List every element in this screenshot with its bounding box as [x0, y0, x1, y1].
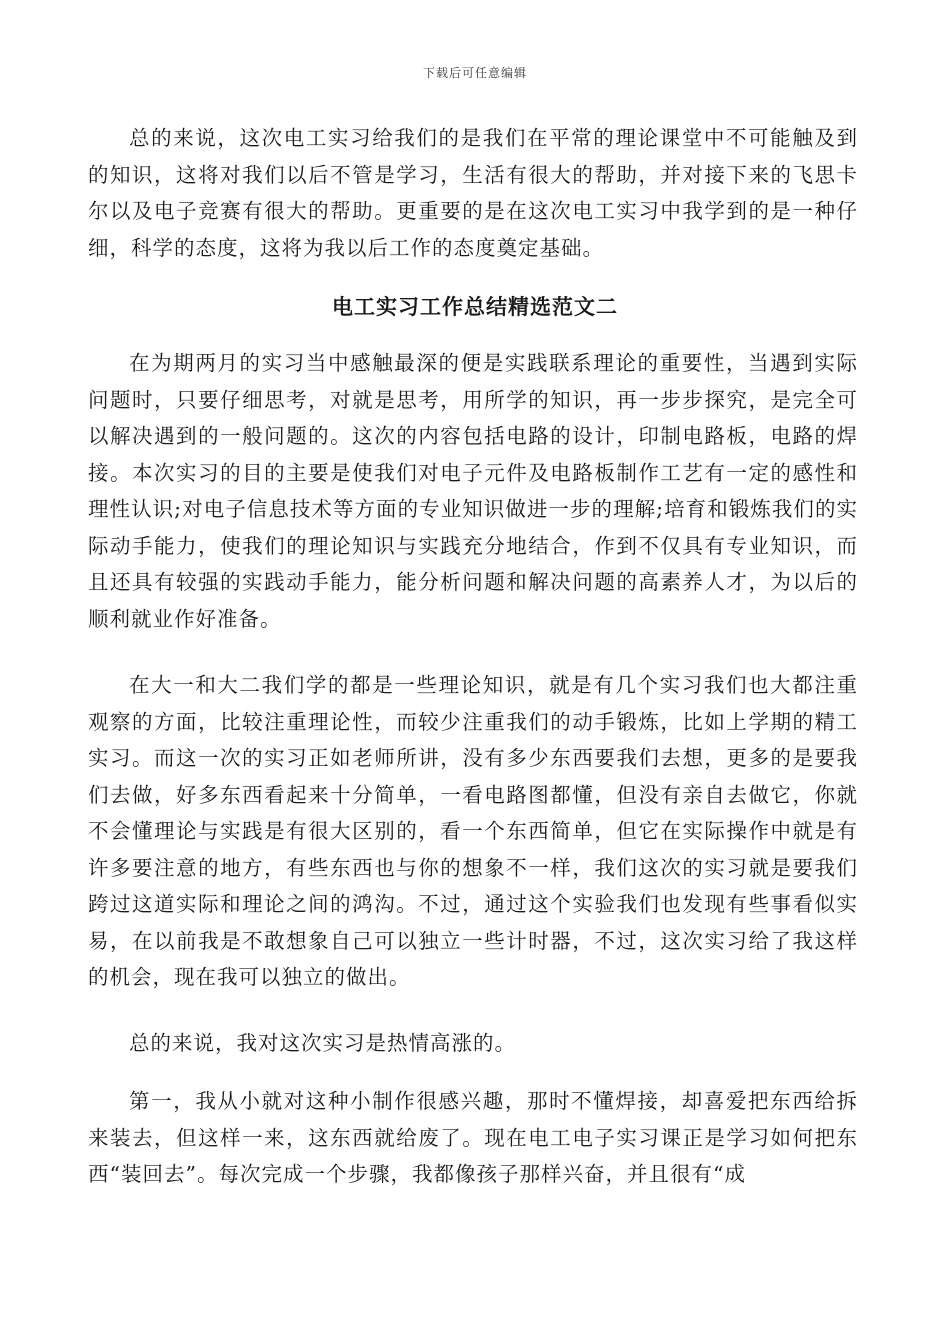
paragraph-practice-theory: 在为期两月的实习当中感触最深的便是实践联系理论的重要性，当遇到实际问题时，只要仔细思考，对就是思考，用所学的知识，再一步步探究，是完全可以解决遇到的一般问题的。这次的内容包括电路的设计，印制电路板，电路的焊接。本次实习的目的主要是使我们对电子元件及电路板制作工艺有一定的感性和理性认识;对电子信息技术等方面的专业知识做进一步的理解;培育和锻炼我们的实际动手能力，使我们的理论知识与实践充分地结合，作到不仅具有专业知识，而且还具有较强的实践动手能力，能分析问题和解决问题的高素养人才，为以后的顺利就业作好准备。 [88, 351, 858, 631]
paragraph-first-point: 第一，我从小就对这种小制作很感兴趣，那时不懂焊接，却喜爱把东西给拆来装去，但这样一来，这东西就给废了。现在电工电子实习课正是学习如何把东西“装回去”。每次完成一个步骤，我都像孩子那样兴奋，并且很有“成 [88, 1089, 858, 1186]
section-title: 电工实习工作总结精选范文二 [332, 294, 618, 319]
page-header: 下载后可任意编辑 [422, 66, 527, 80]
paragraph-summary-1: 总的来说，这次电工实习给我们的是我们在平常的理论课堂中不可能触及到的知识，这将对我们以后不管是学习，生活有很大的帮助，并对接下来的飞思卡尔以及电子竞赛有很大的帮助。更重要的是在这次电工实习中我学到的是一种仔细，科学的态度，这将为我以后工作的态度奠定基础。 [88, 126, 858, 260]
paragraph-summary-2: 总的来说，我对这次实习是热情高涨的。 [129, 1031, 516, 1055]
paragraph-theory-vs-practice: 在大一和大二我们学的都是一些理论知识，就是有几个实习我们也大都注重观察的方面，比较注重理论性，而较少注重我们的动手锻炼，比如上学期的精工实习。而这一次的实习正如老师所讲，没有多少东西要我们去想，更多的是要我们去做，好多东西看起来十分简单，一看电路图都懂，但没有亲自去做它，你就不会懂理论与实践是有很大区别的，看一个东西简单，但它在实际操作中就是有许多要注意的地方，有些东西也与你的想象不一样，我们这次的实习就是要我们跨过这道实际和理论之间的鸿沟。不过，通过这个实验我们也发现有些事看似实易，在以前我是不敢想象自己可以独立一些计时器，不过，这次实习给了我这样的机会，现在我可以独立的做出。 [88, 673, 858, 989]
